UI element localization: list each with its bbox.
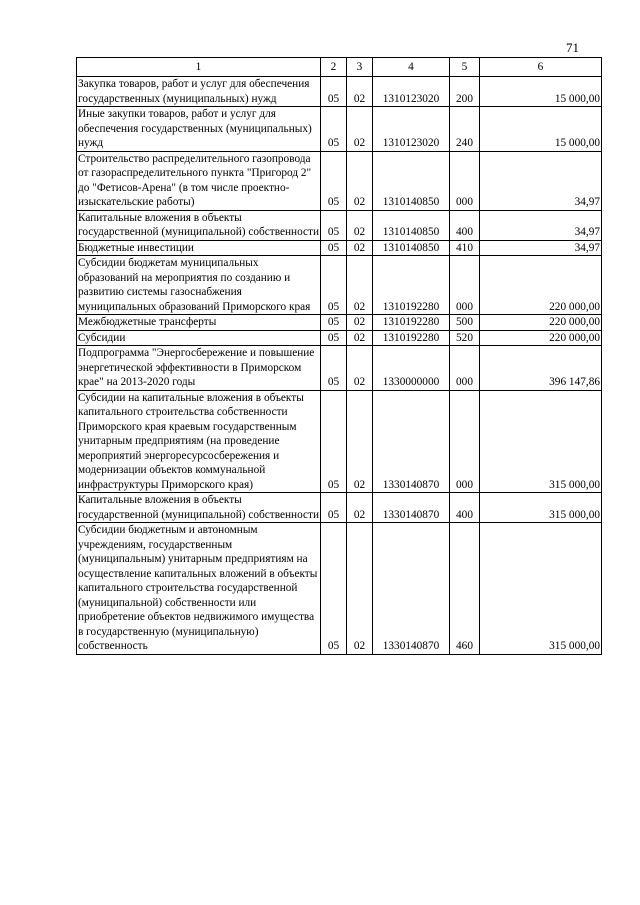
row-subsection: 02 — [347, 523, 373, 655]
table-row — [77, 493, 602, 523]
row-name: Субсидии бюджетным и автономным учреждениям, государственным (муниципальным) унитарным предприятиям на осуществление капитальных вложений в объекты капитального строительства государственной (муниципальной) собственности или приобретение объектов недвижимого имущества в государственную (муниципальную) собственность — [77, 523, 321, 655]
table-row — [77, 256, 602, 315]
row-target-code: 1310192280 — [373, 330, 450, 346]
row-amount: 15 000,00 — [480, 107, 602, 152]
row-amount: 34,97 — [480, 210, 602, 240]
column-header-4: 4 — [373, 58, 450, 77]
row-target-code: 1310123020 — [373, 77, 450, 107]
budget-table — [76, 57, 602, 655]
row-amount: 315 000,00 — [480, 390, 602, 493]
row-name: Субсидии на капитальные вложения в объекты капитального строительства собственности Приморского края краевым государственным унитарным предприятиям (на проведение мероприятий энергоресурсосбережения и модернизации объектов коммунальной инфраструктуры Приморского края) — [77, 390, 321, 493]
row-subsection: 02 — [347, 256, 373, 315]
row-expense-type: 000 — [450, 346, 480, 391]
column-header-6: 6 — [480, 58, 602, 77]
column-header-3: 3 — [347, 58, 373, 77]
table-row — [77, 390, 602, 493]
row-target-code: 1310140850 — [373, 210, 450, 240]
row-target-code: 1310123020 — [373, 107, 450, 152]
row-amount: 34,97 — [480, 240, 602, 256]
row-expense-type: 500 — [450, 315, 480, 331]
row-expense-type: 520 — [450, 330, 480, 346]
table-row — [77, 107, 602, 152]
table-row — [77, 240, 602, 256]
row-section: 05 — [321, 523, 347, 655]
row-name: Межбюджетные трансферты — [77, 315, 321, 331]
row-target-code: 1310140850 — [373, 240, 450, 256]
row-amount: 315 000,00 — [480, 493, 602, 523]
row-section: 05 — [321, 240, 347, 256]
row-name: Капитальные вложения в объекты государственной (муниципальной) собственности — [78, 494, 320, 521]
row-section: 05 — [321, 493, 347, 523]
row-target-code: 1330140870 — [373, 493, 450, 523]
row-section: 05 — [321, 330, 347, 346]
row-section: 05 — [321, 107, 347, 152]
row-target-code: 1330000000 — [373, 346, 450, 391]
row-subsection: 02 — [347, 315, 373, 331]
table-row — [77, 330, 602, 346]
row-section: 05 — [321, 390, 347, 493]
row-subsection: 02 — [347, 210, 373, 240]
row-subsection: 02 — [347, 107, 373, 152]
column-header-2: 2 — [321, 58, 347, 77]
row-expense-type: 400 — [450, 493, 480, 523]
row-expense-type: 200 — [450, 77, 480, 107]
row-target-code: 1330140870 — [373, 523, 450, 655]
row-subsection: 02 — [347, 493, 373, 523]
row-expense-type: 410 — [450, 240, 480, 256]
row-expense-type: 460 — [450, 523, 480, 655]
row-section: 05 — [321, 315, 347, 331]
row-target-code: 1310192280 — [373, 256, 450, 315]
row-expense-type: 000 — [450, 151, 480, 210]
row-name: Строительство распределительного газопровода от газораспределительного пункта "Пригород 2" до "Фетисов-Арена" (в том числе проектно-изыскательские работы) — [77, 151, 321, 210]
row-name: Закупка товаров, работ и услуг для обеспечения государственных (муниципальных) нужд — [77, 77, 321, 107]
row-expense-type: 000 — [450, 256, 480, 315]
column-header-1: 1 — [77, 58, 321, 77]
row-section: 05 — [321, 151, 347, 210]
row-amount: 396 147,86 — [480, 346, 602, 391]
row-expense-type: 000 — [450, 390, 480, 493]
row-section: 05 — [321, 210, 347, 240]
row-name: Иные закупки товаров, работ и услуг для обеспечения государственных (муниципальных) нужд — [77, 107, 321, 152]
table-row — [77, 151, 602, 210]
row-amount: 34,97 — [480, 151, 602, 210]
row-subsection: 02 — [347, 77, 373, 107]
row-amount: 220 000,00 — [480, 330, 602, 346]
row-amount: 315 000,00 — [480, 523, 602, 655]
row-expense-type: 400 — [450, 210, 480, 240]
row-section: 05 — [321, 346, 347, 391]
row-subsection: 02 — [347, 346, 373, 391]
row-amount: 220 000,00 — [480, 315, 602, 331]
row-subsection: 02 — [347, 330, 373, 346]
row-target-code: 1330140870 — [373, 390, 450, 493]
row-subsection: 02 — [347, 390, 373, 493]
page-number: 71 — [566, 40, 579, 55]
table-row — [77, 77, 602, 107]
table-row — [77, 523, 602, 655]
row-name: Подпрограмма "Энергосбережение и повышение энергетической эффективности в Приморском крае" на 2013-2020 годы — [77, 346, 321, 391]
row-amount: 220 000,00 — [480, 256, 602, 315]
row-section: 05 — [321, 77, 347, 107]
table-row — [77, 210, 602, 240]
row-name: Капитальные вложения в объекты государственной (муниципальной) собственности — [78, 211, 320, 238]
row-target-code: 1310192280 — [373, 315, 450, 331]
row-target-code: 1310140850 — [373, 151, 450, 210]
row-name: Субсидии — [77, 330, 321, 346]
table-row — [77, 346, 602, 391]
column-header-5: 5 — [450, 58, 480, 77]
header-row — [77, 58, 602, 77]
row-amount: 15 000,00 — [480, 77, 602, 107]
row-expense-type: 240 — [450, 107, 480, 152]
row-name: Бюджетные инвестиции — [77, 240, 321, 256]
row-subsection: 02 — [347, 151, 373, 210]
row-section: 05 — [321, 256, 347, 315]
table-row — [77, 315, 602, 331]
row-subsection: 02 — [347, 240, 373, 256]
row-name: Субсидии бюджетам муниципальных образований на мероприятия по созданию и развитию системы газоснабжения муниципальных образований Приморского края — [77, 256, 321, 315]
